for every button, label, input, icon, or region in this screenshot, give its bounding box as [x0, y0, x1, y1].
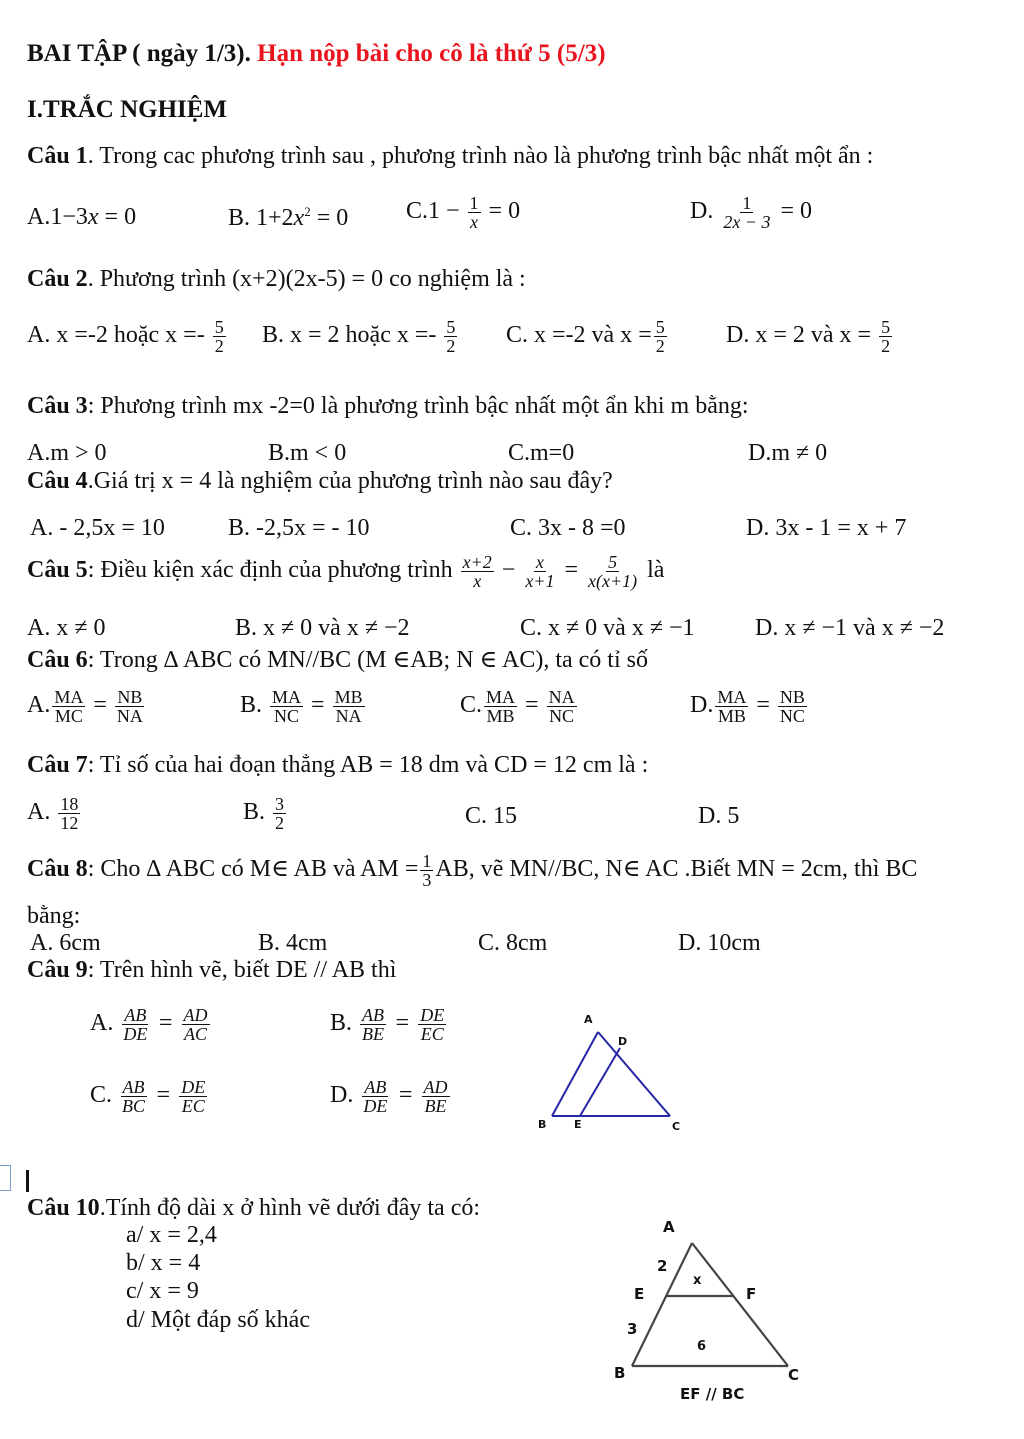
q10-label-bc: 6: [697, 1339, 707, 1354]
q3-label: Câu 3: [27, 393, 88, 419]
q3-option-d[interactable]: D.m ≠ 0: [748, 440, 828, 466]
q10-label-f: F: [746, 1285, 757, 1303]
q9-line-de: [580, 1048, 620, 1116]
q1-option-a[interactable]: [27, 204, 136, 231]
q1-d-num: 1: [742, 193, 752, 213]
q2-option-c[interactable]: [506, 318, 669, 355]
q9-triangle-figure: [530, 1008, 700, 1138]
q7-a-pre: A.: [27, 799, 57, 826]
q2-a-num: 5: [214, 317, 224, 337]
q5-tail: là: [641, 557, 665, 584]
q8-line2: bằng:: [27, 903, 81, 929]
q6-a2n: NB: [117, 687, 143, 707]
header-deadline: Hạn nộp bài cho cô là thứ 5 (5/3): [257, 40, 606, 67]
q1-option-c[interactable]: [406, 194, 520, 231]
q9-c1d: BC: [122, 1096, 146, 1116]
q2-a-pre: A. x =-2 hoặc x =-: [27, 322, 211, 349]
q6-a-eq: =: [87, 692, 113, 719]
q5-f1-den: x: [473, 571, 482, 591]
q9-c2n: DE: [181, 1077, 206, 1097]
q2-text: . Phương trình (x+2)(2x-5) = 0 co nghiệm là :: [87, 266, 526, 292]
q9-b2n: DE: [420, 1005, 445, 1025]
q5-option-c[interactable]: C. x ≠ 0 và x ≠ −1: [520, 615, 695, 641]
q3-option-a[interactable]: A.m > 0: [27, 440, 107, 466]
q9-d-pre: D.: [330, 1082, 360, 1109]
q9-b1n: AB: [362, 1005, 385, 1025]
q2-c-num: 5: [655, 317, 665, 337]
q6-a1n: MA: [54, 687, 84, 707]
q10-line-ac: [692, 1243, 788, 1366]
q6-label: Câu 6: [27, 647, 88, 673]
q8-frac-num: 1: [422, 851, 432, 871]
q2-d-pre: D. x = 2 và x =: [726, 322, 878, 349]
q10-label: Câu 10: [27, 1195, 100, 1221]
q4-option-a[interactable]: A. - 2,5x = 10: [30, 515, 165, 541]
q2-label: Câu 2: [27, 266, 88, 292]
q10-label-a: A: [663, 1218, 675, 1236]
q4-option-b[interactable]: B. -2,5x = - 10: [228, 515, 370, 541]
q7-a-den: 12: [60, 813, 79, 833]
q10-option-c[interactable]: c/ x = 9: [126, 1278, 199, 1304]
q5-eq: =: [558, 557, 585, 584]
q1-text: . Trong cac phương trình sau , phương trình nào là phương trình bậc nhất một ẩn :: [87, 143, 874, 169]
q2-d-den: 2: [881, 336, 891, 356]
q1-b-sup: 2: [304, 204, 311, 219]
q10-label-x: x: [693, 1273, 702, 1288]
q9-c1n: AB: [122, 1077, 145, 1097]
q6-b2d: NA: [335, 706, 362, 726]
question-7: [27, 752, 648, 779]
q6-d1d: MB: [717, 706, 746, 726]
q5-f3-den: x(x+1): [588, 571, 638, 591]
q1-d-den: 2x − 3: [723, 212, 771, 232]
q8-text-post: AB, vẽ MN//BC, N∈ AC .Biết MN = 2cm, thì BC: [435, 856, 918, 883]
q2-b-pre: B. x = 2 hoặc x =-: [262, 322, 443, 349]
question-10: [27, 1195, 480, 1222]
page-header: [27, 40, 606, 68]
q8-option-c[interactable]: C. 8cm: [478, 930, 548, 956]
q1-option-d[interactable]: [690, 194, 812, 231]
q5-option-b[interactable]: B. x ≠ 0 và x ≠ −2: [235, 615, 410, 641]
q3-text: : Phương trình mx -2=0 là phương trình bậc nhất một ẩn khi m bằng:: [87, 393, 749, 419]
question-3: [27, 393, 749, 420]
q10-option-d[interactable]: d/ Một đáp số khác: [126, 1307, 310, 1333]
q5-f1-num: x+2: [462, 552, 492, 572]
q7-b-den: 2: [275, 813, 285, 833]
q9-option-a[interactable]: [90, 1006, 212, 1043]
q6-a2d: NA: [116, 706, 143, 726]
q8-label: Câu 8: [27, 856, 88, 883]
q6-d-pre: D.: [690, 692, 714, 719]
q10-label-ae: 2: [657, 1257, 668, 1275]
q5-f3-num: 5: [608, 552, 618, 572]
q1-a-var: x: [87, 204, 99, 230]
q10-triangle-figure: [600, 1210, 820, 1410]
question-5: [27, 553, 664, 590]
q9-a2n: AD: [183, 1005, 208, 1025]
q6-c2d: NC: [549, 706, 575, 726]
q2-d-num: 5: [881, 317, 891, 337]
q6-b2n: MB: [334, 687, 363, 707]
q6-b1d: NC: [274, 706, 300, 726]
q1-option-b[interactable]: [228, 204, 348, 232]
q6-d2n: NB: [779, 687, 805, 707]
q9-option-b[interactable]: [330, 1006, 448, 1043]
q1-d-pre: D.: [690, 198, 720, 225]
q7-option-b[interactable]: [243, 795, 288, 832]
q10-label-e: E: [634, 1285, 645, 1303]
q6-text: : Trong ∆ ABC có MN//BC (M ∈AB; N ∈ AC), ta có tỉ số: [87, 647, 648, 673]
q9-label-b: B: [538, 1118, 547, 1131]
q6-d-eq: =: [750, 692, 776, 719]
q6-c2n: NA: [548, 687, 575, 707]
q9-d1d: DE: [363, 1096, 388, 1116]
q10-option-a[interactable]: a/ x = 2,4: [126, 1222, 217, 1248]
q1-label: Câu 1: [27, 143, 88, 169]
q9-label-d: D: [618, 1035, 628, 1048]
q5-label: Câu 5: [27, 557, 88, 584]
section-title: I.TRẮC NGHIỆM: [27, 96, 228, 123]
q9-triangle-lines: [552, 1032, 670, 1116]
q9-a-eq: =: [151, 1010, 180, 1037]
q9-c2d: EC: [181, 1096, 205, 1116]
question-1: [27, 143, 873, 170]
q1-b-var: x: [293, 205, 305, 231]
question-8: [27, 852, 917, 889]
q5-minus: −: [495, 557, 522, 584]
q10-note: EF // BC: [680, 1385, 745, 1403]
q2-option-a[interactable]: [27, 318, 228, 355]
q7-label: Câu 7: [27, 752, 88, 778]
q1-c-pre: C.1 −: [406, 198, 466, 225]
q6-c1n: MA: [486, 687, 516, 707]
q6-d1n: MA: [717, 687, 747, 707]
q9-option-d[interactable]: [330, 1078, 452, 1115]
q4-option-c[interactable]: C. 3x - 8 =0: [510, 515, 626, 541]
q9-b-eq: =: [388, 1010, 417, 1037]
q1-a-post: = 0: [98, 204, 137, 230]
q6-b-eq: =: [305, 692, 331, 719]
q6-a1d: MC: [54, 706, 83, 726]
q2-c-den: 2: [655, 336, 665, 356]
question-2: [27, 266, 526, 293]
q2-a-den: 2: [214, 336, 224, 356]
q9-label-e: E: [574, 1118, 582, 1131]
q9-d-eq: =: [391, 1082, 420, 1109]
q1-d-post: = 0: [774, 198, 813, 225]
q3-option-b[interactable]: B.m < 0: [268, 440, 347, 466]
q10-option-b[interactable]: b/ x = 4: [126, 1250, 201, 1276]
q7-a-num: 18: [60, 794, 79, 814]
q2-option-d[interactable]: [726, 318, 894, 355]
q9-a-pre: A.: [90, 1010, 120, 1037]
q6-b-pre: B.: [240, 692, 269, 719]
q3-option-c[interactable]: C.m=0: [508, 440, 575, 466]
q9-d2d: BE: [424, 1096, 447, 1116]
question-4: [27, 468, 613, 495]
q7-b-num: 3: [275, 794, 285, 814]
q5-option-a[interactable]: A. x ≠ 0: [27, 615, 106, 641]
q8-option-d[interactable]: D. 10cm: [678, 930, 761, 956]
header-title: BAI TẬP ( ngày 1/3).: [27, 40, 251, 67]
q9-text: : Trên hình vẽ, biết DE // AB thì: [87, 957, 397, 983]
q9-b1d: BE: [362, 1024, 385, 1044]
q6-d2d: NC: [779, 706, 805, 726]
q5-f2-den: x+1: [525, 571, 555, 591]
question-6: [27, 645, 648, 674]
q2-b-den: 2: [446, 336, 456, 356]
q8-option-b[interactable]: B. 4cm: [258, 930, 328, 956]
q6-option-b[interactable]: [240, 688, 367, 725]
q1-b-pre: B. 1+2: [228, 205, 294, 231]
q9-a2d: AC: [184, 1024, 208, 1044]
q8-frac-den: 3: [422, 870, 432, 890]
q10-text: .Tính độ dài x ở hình vẽ dưới đây ta có:: [99, 1195, 481, 1221]
q9-c-pre: C.: [90, 1082, 119, 1109]
q9-c-eq: =: [149, 1082, 178, 1109]
q9-b2d: EC: [420, 1024, 444, 1044]
q8-option-a[interactable]: A. 6cm: [30, 930, 101, 956]
q7-text: : Tỉ số của hai đoạn thẳng AB = 18 dm và CD = 12 cm là :: [87, 752, 649, 778]
q9-label: Câu 9: [27, 957, 88, 983]
q5-text: : Điều kiện xác định của phương trình: [87, 557, 459, 584]
q9-line-ac: [598, 1032, 670, 1116]
q10-label-b: B: [614, 1364, 626, 1382]
q2-option-b[interactable]: [262, 318, 459, 355]
q7-option-d[interactable]: D. 5: [698, 803, 740, 829]
q9-d1n: AB: [364, 1077, 387, 1097]
q4-option-d[interactable]: D. 3x - 1 = x + 7: [746, 515, 907, 541]
q7-option-c[interactable]: C. 15: [465, 803, 518, 829]
q6-option-c[interactable]: [460, 688, 579, 725]
q9-line-ab: [552, 1032, 598, 1116]
q1-c-post: = 0: [482, 198, 521, 225]
q6-b1n: MA: [272, 687, 302, 707]
q5-f2-num: x: [535, 552, 544, 572]
q2-b-num: 5: [446, 317, 456, 337]
q6-c-eq: =: [519, 692, 545, 719]
q9-d2n: AD: [423, 1077, 448, 1097]
q2-c-pre: C. x =-2 và x =: [506, 322, 652, 349]
q1-b-post: = 0: [310, 205, 349, 231]
q7-option-a[interactable]: [27, 795, 82, 832]
q9-label-a: A: [584, 1013, 593, 1026]
q6-option-d[interactable]: [690, 688, 809, 725]
q6-a-pre: A.: [27, 692, 51, 719]
q1-a-pre: A.1−3: [27, 204, 88, 230]
q1-c-num: 1: [469, 193, 479, 213]
q6-option-a[interactable]: [27, 688, 147, 725]
q9-label-c: C: [672, 1120, 681, 1133]
q9-b-pre: B.: [330, 1010, 359, 1037]
q10-label-eb: 3: [627, 1320, 638, 1338]
q8-text-pre: : Cho ∆ ABC có M∈ AB và AM =: [87, 856, 419, 883]
margin-marker: [0, 1165, 11, 1191]
q6-c-pre: C.: [460, 692, 483, 719]
q5-option-d[interactable]: D. x ≠ −1 và x ≠ −2: [755, 615, 945, 641]
q7-b-pre: B.: [243, 799, 272, 826]
q6-c1d: MB: [486, 706, 515, 726]
question-9: [27, 957, 396, 984]
q1-c-den: x: [470, 212, 479, 232]
q4-text: .Giá trị x = 4 là nghiệm của phương trình nào sau đây?: [87, 468, 613, 494]
q9-a1d: DE: [123, 1024, 148, 1044]
q10-label-c: C: [788, 1366, 800, 1384]
q9-a1n: AB: [124, 1005, 147, 1025]
text-cursor: [26, 1170, 29, 1192]
q4-label: Câu 4: [27, 468, 88, 494]
q9-option-c[interactable]: [90, 1078, 209, 1115]
